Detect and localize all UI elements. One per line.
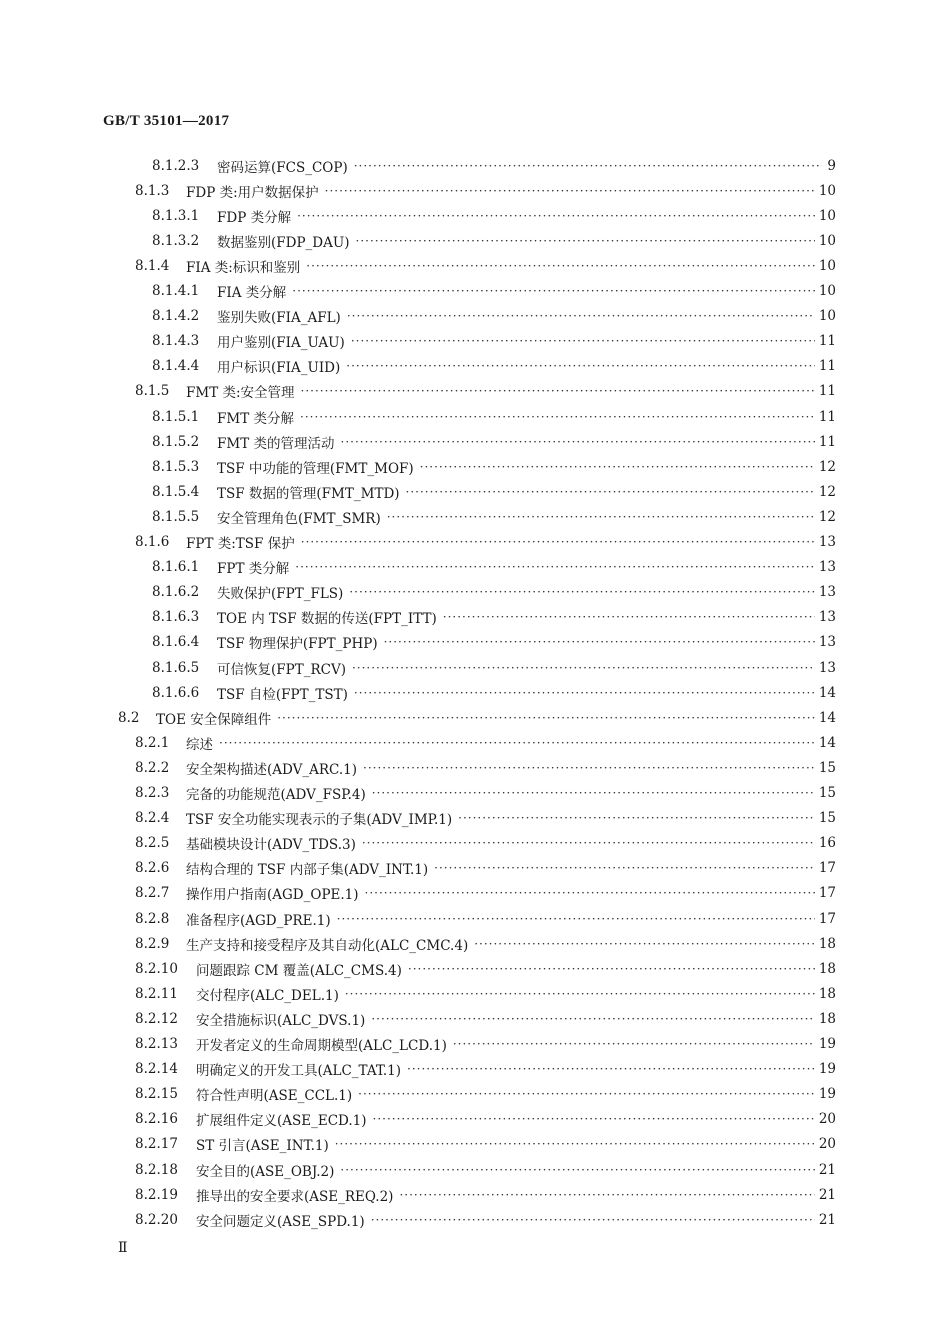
toc-entry-page: 10 [818,232,836,249]
toc-leader-dots [351,334,815,348]
toc-entry-page: 12 [818,458,836,475]
toc-entry[interactable] [135,530,836,555]
toc-leader-dots [297,209,815,223]
toc-entry[interactable] [152,555,836,580]
toc-entry-number: 8.2.12 [135,1010,178,1027]
toc-entry-title: 扩展组件定义(ASE_ECD.1) [196,1113,367,1130]
toc-entry-number: 8.1.4.4 [152,358,200,375]
toc-leader-dots [300,410,815,424]
toc-entry-number: 8.2.20 [135,1211,178,1228]
toc-leader-dots [349,585,814,599]
toc-entry[interactable] [135,253,836,278]
toc-entry-number: 8.1.2.3 [152,157,200,174]
toc-entry[interactable] [152,454,836,479]
toc-leader-dots [341,435,815,449]
toc-entry-page: 15 [818,785,836,801]
toc-entry-page: 10 [818,182,836,199]
toc-entry-title: 问题跟踪 CM 覆盖(ALC_CMS.4) [196,962,402,979]
toc-leader-dots [362,836,815,850]
toc-entry-page: 19 [818,1061,836,1078]
toc-entry-number: 8.2.16 [135,1111,178,1128]
toc-entry-number: 8.1.3.2 [152,232,200,249]
toc-entry[interactable] [135,1157,836,1182]
toc-entry[interactable] [152,479,836,504]
toc-entry-title: FMT 类分解 [217,410,294,427]
toc-entry[interactable] [135,755,836,780]
toc-entry-title: TSF 物理保护(FPT_PHP) [217,636,378,653]
toc-entry-page: 21 [818,1186,836,1203]
toc-entry[interactable] [135,831,836,856]
toc-entry-title: 基础模块设计(ADV_TDS.3) [186,837,356,854]
toc-entry-page: 18 [818,935,836,952]
toc-entry-title: 安全架构描述(ADV_ARC.1) [186,761,358,778]
toc-leader-dots [399,1188,814,1202]
toc-entry-number: 8.2 [118,709,140,726]
toc-leader-dots [356,234,815,248]
toc-entry[interactable] [135,1057,836,1082]
toc-entry-page: 18 [818,1010,836,1027]
toc-leader-dots [219,736,815,750]
toc-entry-number: 8.2.18 [135,1161,178,1178]
toc-entry-title: 鉴别失败(FIA_AFL) [217,310,341,327]
toc-entry[interactable] [152,228,836,253]
toc-leader-dots [443,610,815,624]
toc-entry-number: 8.1.6.6 [152,684,200,701]
toc-leader-dots [277,711,815,725]
toc-entry-number: 8.2.2 [135,759,170,776]
toc-entry-page: 19 [818,1036,836,1052]
toc-entry-title: 失败保护(FPT_FLS) [217,586,344,603]
toc-entry-number: 8.2.14 [135,1061,178,1078]
toc-entry-page: 17 [818,860,836,877]
toc-entry-page: 14 [818,709,836,726]
toc-leader-dots [354,686,815,700]
toc-entry-page: 15 [818,810,836,827]
toc-leader-dots [406,485,815,499]
toc-entry-title: 交付程序(ALC_DEL.1) [196,987,339,1004]
toc-entry-page: 10 [818,283,836,299]
toc-leader-dots [358,1087,815,1101]
toc-entry[interactable] [152,279,836,304]
toc-entry-number: 8.2.8 [135,910,170,927]
toc-entry-title: FDP 类:用户数据保护 [186,184,319,201]
toc-entry-number: 8.1.4 [135,257,170,274]
toc-entry-number: 8.1.4.2 [152,308,200,325]
toc-leader-dots [458,811,815,825]
toc-entry[interactable] [135,178,836,203]
toc-entry-number: 8.2.19 [135,1186,178,1203]
toc-leader-dots [335,1137,815,1151]
toc-entry-title: TSF 自检(FPT_TST) [217,686,348,703]
toc-entry[interactable] [152,404,836,429]
toc-entry-page: 16 [818,835,836,852]
toc-entry[interactable] [135,1207,836,1232]
toc-entry-page: 13 [818,559,836,576]
toc-entry-number: 8.1.3.1 [152,207,200,224]
toc-entry-page: 17 [818,910,836,927]
toc-leader-dots [363,761,815,775]
toc-entry-number: 8.1.5.5 [152,508,200,525]
toc-leader-dots [345,987,815,1001]
toc-entry-number: 8.1.5.2 [152,433,200,450]
toc-leader-dots [325,184,815,198]
toc-leader-dots [372,786,815,800]
toc-entry[interactable] [135,856,836,881]
toc-entry[interactable] [135,730,836,755]
toc-leader-dots [408,962,815,976]
toc-leader-dots [371,1012,815,1026]
toc-entry[interactable] [135,1006,836,1031]
toc-entry-page: 21 [818,1211,836,1228]
toc-entry[interactable] [135,1032,836,1057]
toc-entry-title: 操作用户指南(AGD_OPE.1) [186,887,359,904]
toc-entry-number: 8.1.4.1 [152,283,200,299]
toc-entry-title: FIA 类分解 [217,285,287,301]
toc-entry[interactable] [135,906,836,931]
toc-entry-page: 13 [818,534,836,550]
toc-entry-page: 13 [818,609,836,626]
toc-entry-title: 准备程序(AGD_PRE.1) [186,912,331,929]
toc-entry-page: 14 [818,734,836,751]
toc-entry[interactable] [152,580,836,605]
toc-entry-title: TSF 安全功能实现表示的子集(ADV_IMP.1) [186,812,453,829]
toc-entry-number: 8.1.4.3 [152,333,200,350]
toc-entry[interactable] [152,605,836,630]
toc-entry[interactable] [118,705,836,730]
toc-leader-dots [354,159,822,173]
toc-leader-dots [301,384,815,398]
toc-entry[interactable] [135,806,836,831]
toc-entry-page: 10 [818,207,836,224]
toc-entry-title: 安全问题定义(ASE_SPD.1) [196,1213,365,1230]
toc-entry-title: 明确定义的开发工具(ALC_TAT.1) [196,1063,402,1080]
toc-entry-page: 11 [818,358,836,375]
toc-entry[interactable] [152,329,836,354]
toc-entry-number: 8.1.3 [135,182,170,199]
toc-entry-title: FMT 类的管理活动 [217,435,335,452]
toc-entry-title: 用户鉴别(FIA_UAU) [217,335,345,352]
toc-entry-number: 8.2.7 [135,885,170,902]
toc-entry-title: 安全措施标识(ALC_DVS.1) [196,1012,366,1029]
toc-entry-page: 11 [818,333,836,350]
toc-entry-number: 8.2.13 [135,1036,178,1052]
toc-leader-dots [365,886,815,900]
toc-entry-title: ST 引言(ASE_INT.1) [196,1138,329,1155]
toc-entry[interactable] [135,881,836,906]
toc-leader-dots [474,937,815,951]
toc-entry[interactable] [135,1082,836,1107]
toc-entry[interactable] [152,304,836,329]
toc-entry-number: 8.2.1 [135,734,170,751]
toc-entry[interactable] [135,1107,836,1132]
toc-entry[interactable] [135,781,836,806]
toc-entry-page: 19 [818,1086,836,1103]
document-id: GB/T 35101—2017 [103,113,230,129]
toc-entry-number: 8.1.5 [135,383,170,400]
toc-leader-dots [347,309,815,323]
toc-entry-title: 安全管理角色(FMT_SMR) [217,510,381,527]
toc-leader-dots [292,284,815,298]
toc-entry-title: 生产支持和接受程序及其自动化(ALC_CMC.4) [186,937,469,954]
toc-entry-number: 8.1.6.3 [152,609,200,626]
toc-entry[interactable] [152,354,836,379]
toc-leader-dots [352,661,815,675]
toc-entry-title: FPT 类分解 [217,561,290,578]
toc-entry-title: TSF 中功能的管理(FMT_MOF) [217,460,414,477]
toc-entry[interactable] [152,203,836,228]
toc-leader-dots [453,1037,815,1051]
toc-entry-page: 13 [818,659,836,676]
toc-entry-page: 20 [818,1111,836,1128]
toc-entry-page: 9 [827,157,836,174]
toc-entry-page: 12 [818,508,836,525]
toc-entry-number: 8.1.6.5 [152,659,200,676]
toc-entry-title: 密码运算(FCS_COP) [217,159,348,176]
toc-entry[interactable] [152,153,836,178]
toc-entry-page: 10 [818,308,836,325]
toc-entry-number: 8.1.5.4 [152,483,200,500]
toc-entry[interactable] [135,379,836,404]
toc-entry-page: 17 [818,885,836,902]
toc-entry-number: 8.1.5.1 [152,408,200,425]
toc-entry-page: 13 [818,634,836,651]
toc-entry-title: FIA 类:标识和鉴别 [186,259,301,276]
toc-leader-dots [371,1213,815,1227]
toc-entry-title: TOE 安全保障组件 [156,711,272,728]
toc-entry-number: 8.2.17 [135,1136,178,1153]
toc-entry-title: TSF 数据的管理(FMT_MTD) [217,485,400,502]
toc-entry-number: 8.1.6 [135,534,170,550]
toc-leader-dots [346,359,815,373]
toc-entry-number: 8.2.6 [135,860,170,877]
toc-entry-title: 数据鉴别(FDP_DAU) [217,234,350,251]
toc-entry[interactable] [135,981,836,1006]
toc-entry-title: 完备的功能规范(ADV_FSP.4) [186,787,366,803]
toc-entry-title: 综述 [186,736,213,753]
toc-entry-title: 用户标识(FIA_UID) [217,360,341,377]
toc-entry-page: 13 [818,584,836,601]
toc-leader-dots [420,460,815,474]
toc-entry-number: 8.1.6.4 [152,634,200,651]
toc-entry[interactable] [152,429,836,454]
toc-leader-dots [295,560,815,574]
toc-leader-dots [340,1163,814,1177]
toc-entry-number: 8.2.5 [135,835,170,852]
toc-entry-number: 8.1.5.3 [152,458,200,475]
toc-leader-dots [306,259,815,273]
toc-entry[interactable] [135,1182,836,1207]
toc-leader-dots [384,635,815,649]
toc-entry-title: 安全目的(ASE_OBJ.2) [196,1163,335,1180]
toc-entry-title: FDP 类分解 [217,209,292,226]
toc-entry-number: 8.2.9 [135,935,170,952]
toc-entry-number: 8.1.6.1 [152,559,200,576]
toc-entry-title: 推导出的安全要求(ASE_REQ.2) [196,1188,394,1205]
toc-entry-number: 8.2.11 [135,985,178,1002]
page-numeral: Ⅱ [118,1241,128,1256]
toc-entry-number: 8.1.6.2 [152,584,200,601]
toc-entry[interactable] [152,680,836,705]
toc-entry-page: 11 [818,383,836,400]
toc-leader-dots [407,1062,815,1076]
toc-entry-number: 8.2.10 [135,960,178,977]
toc-entry[interactable] [152,655,836,680]
toc-entry-title: 开发者定义的生命周期模型(ALC_LCD.1) [196,1038,447,1054]
toc-entry[interactable] [135,931,836,956]
toc-entry-page: 11 [818,408,836,425]
toc-entry-title: 符合性声明(ASE_CCL.1) [196,1088,353,1105]
toc-entry-page: 14 [818,684,836,701]
toc-entry-page: 11 [818,433,836,450]
toc-entry-page: 12 [818,483,836,500]
toc-entry-number: 8.2.3 [135,785,170,801]
toc-entry-title: FMT 类:安全管理 [186,385,295,402]
toc-entry-page: 10 [818,257,836,274]
toc-entry-title: TOE 内 TSF 数据的传送(FPT_ITT) [217,611,437,628]
toc-entry-page: 21 [818,1161,836,1178]
toc-entry-title: 结构合理的 TSF 内部子集(ADV_INT.1) [186,862,429,879]
toc-entry[interactable] [152,630,836,655]
toc-entry-page: 18 [818,960,836,977]
toc-entry-page: 20 [818,1136,836,1153]
toc-entry-number: 8.2.15 [135,1086,178,1103]
toc-leader-dots [301,535,815,549]
toc-entry[interactable] [135,956,836,981]
toc-entry-title: 可信恢复(FPT_RCV) [217,661,346,678]
toc-entry-number: 8.2.4 [135,810,170,827]
toc-entry-title: FPT 类:TSF 保护 [186,536,295,552]
toc-entry[interactable] [152,504,836,529]
toc-leader-dots [387,510,815,524]
toc-entry-page: 18 [818,985,836,1002]
toc-leader-dots [337,912,815,926]
toc-leader-dots [373,1112,815,1126]
toc-entry-page: 15 [818,759,836,776]
toc-leader-dots [434,861,815,875]
toc-entry[interactable] [135,1132,836,1157]
